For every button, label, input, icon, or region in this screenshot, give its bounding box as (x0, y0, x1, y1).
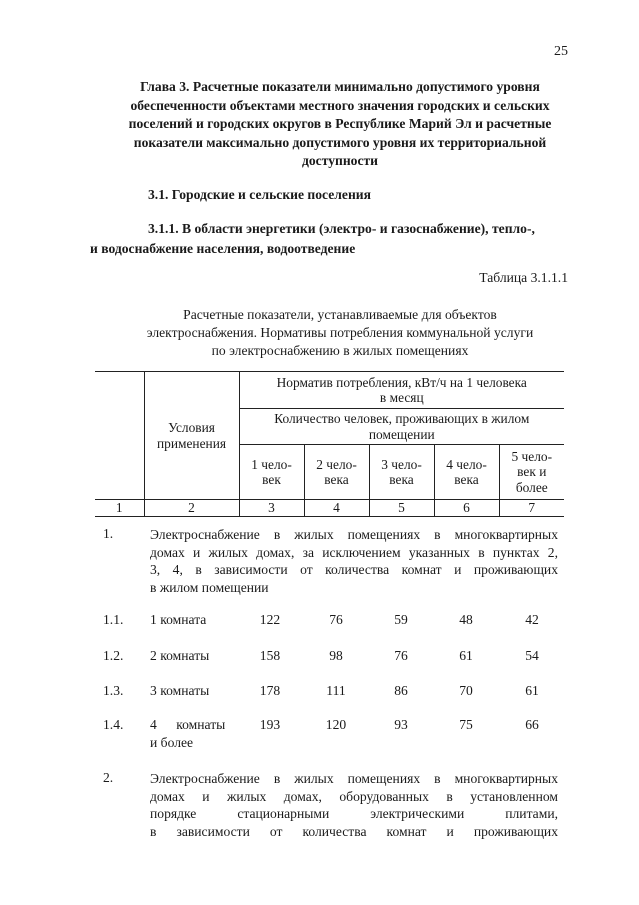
caption-line: электроснабжения. Нормативы потребления коммунальной услуги (146, 325, 534, 340)
header-col-5: 5 чело- век и более (499, 445, 564, 500)
section-1-text: Электроснабжение в жилых помещениях в многоквартирных домах и жилых домах, за исключением указанных в пунктах 2, 3, 4, в зависимости от количества комнат и проживающих в жилом помещении (150, 527, 558, 595)
col-number: 6 (434, 500, 499, 517)
row-value: 48 (459, 612, 473, 627)
chapter-title-line: доступности (301, 153, 378, 169)
header-col-3: 3 чело- века (369, 445, 434, 500)
row-condition: 2 комнаты (150, 648, 210, 663)
header-empty-cell (95, 372, 144, 500)
row-number: 1.1. (103, 612, 124, 627)
header-col-2: 2 чело- века (304, 445, 369, 500)
section-1-number: 1. (103, 526, 114, 541)
row-value: 75 (459, 717, 473, 732)
section-heading-3-1-1-cont: и водоснабжение населения, водоотведение (90, 241, 356, 256)
chapter-title-line: поселений и городских округов в Республике Марий Эл и расчетные (128, 116, 552, 132)
row-value: 86 (394, 683, 408, 698)
table-label: Таблица 3.1.1.1 (479, 270, 568, 285)
row-value: 193 (259, 717, 281, 732)
table-header (95, 371, 564, 517)
col-number: 2 (144, 500, 239, 517)
row-value: 120 (325, 717, 347, 732)
row-number: 1.3. (103, 683, 124, 698)
row-value: 111 (326, 683, 346, 698)
row-value: 59 (394, 612, 408, 627)
chapter-title-line: показатели максимально допустимого уровня их территориальной (133, 134, 547, 150)
row-value: 122 (259, 612, 281, 627)
col-number: 3 (239, 500, 304, 517)
row-condition: 1 комната (150, 612, 207, 627)
col-number: 4 (304, 500, 369, 517)
section-heading-3-1-1: 3.1.1. В области энергетики (электро- и газоснабжение), тепло-, (148, 221, 535, 236)
row-number: 1.2. (103, 648, 124, 663)
row-condition: 3 комнаты (150, 683, 210, 698)
section-heading-3-1: 3.1. Городские и сельские поселения (148, 187, 371, 202)
chapter-title-line: Глава 3. Расчетные показатели минимально допустимого уровня (140, 79, 540, 94)
chapter-title (100, 78, 580, 171)
row-value: 66 (525, 717, 539, 732)
row-value: 76 (394, 648, 408, 663)
header-conditions: Условия применения (144, 372, 239, 500)
row-value: 42 (525, 612, 539, 627)
caption-line: Расчетные показатели, устанавливаемые для объектов (183, 307, 497, 322)
row-value: 76 (329, 612, 343, 627)
row-value: 93 (394, 717, 408, 732)
table-caption (100, 306, 580, 360)
row-condition: 4 комнаты (150, 717, 226, 732)
row-value: 158 (259, 648, 281, 663)
row-condition-cont: и более (150, 735, 194, 750)
row-value: 54 (525, 648, 539, 663)
col-number: 5 (369, 500, 434, 517)
caption-line: по электроснабжению в жилых помещениях (211, 343, 469, 358)
header-people: Количество человек, проживающих в жилом помещении (239, 409, 564, 445)
header-col-4: 4 чело- века (434, 445, 499, 500)
row-value: 70 (459, 683, 473, 698)
col-number: 1 (95, 500, 144, 517)
row-value: 61 (459, 648, 473, 663)
header-norm: Норматив потребления, кВт/ч на 1 человека в месяц (239, 372, 564, 409)
page-number: 25 (554, 44, 568, 59)
section-2-text: Электроснабжение в жилых помещениях в многоквартирных домах и жилых домах, оборудованных в установленном порядке стационарными электрическими плитами, в зависимости от количества комнат и проживающих (150, 771, 558, 839)
col-number: 7 (499, 500, 564, 517)
row-number: 1.4. (103, 717, 124, 732)
row-value: 61 (525, 683, 539, 698)
row-value: 178 (259, 683, 281, 698)
row-value: 98 (329, 648, 343, 663)
header-col-1: 1 чело- век (239, 445, 304, 500)
chapter-title-line: обеспеченности объектами местного значения городских и сельских (130, 97, 550, 113)
section-2-number: 2. (103, 770, 114, 785)
